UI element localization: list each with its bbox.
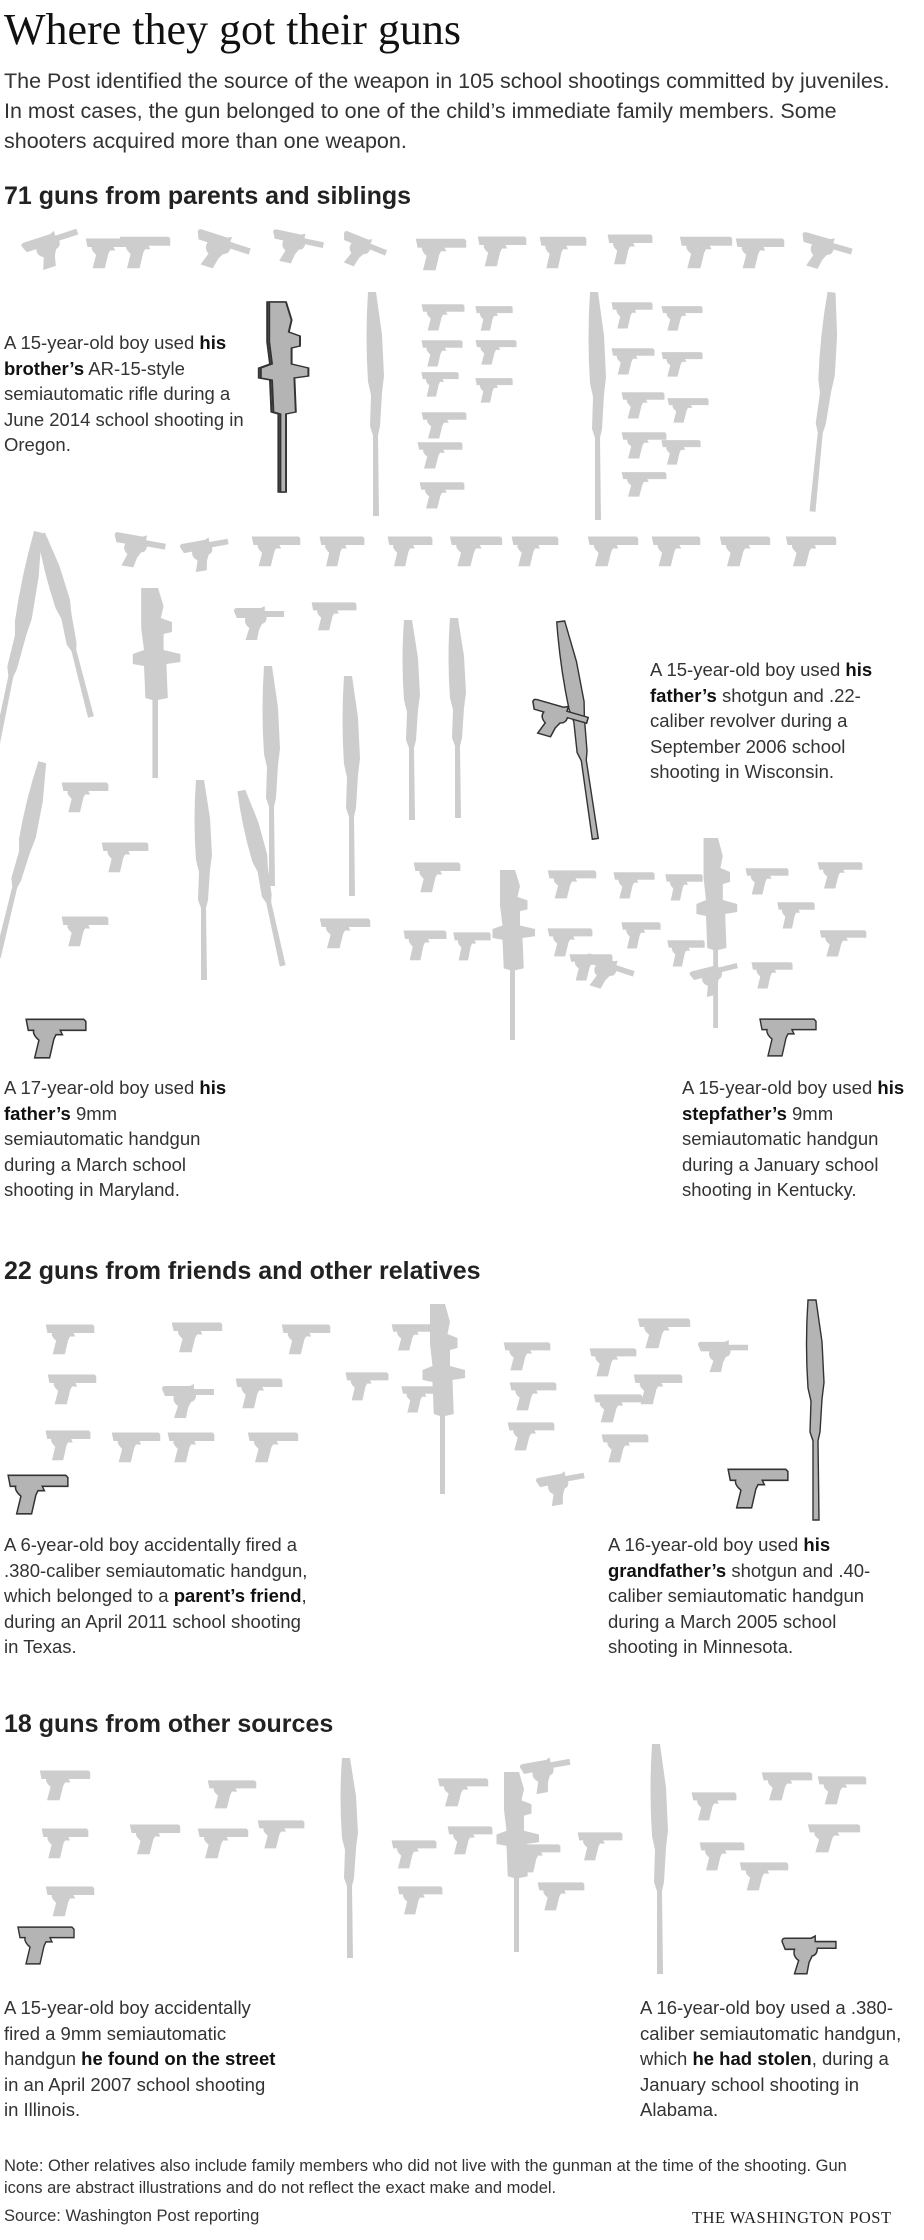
rifle-icon [130,588,186,778]
pistol-icon [502,1340,552,1372]
pistol-icon [256,1818,306,1850]
revolver-icon [265,227,327,272]
caption-text: 9mm semiautomatic handgun during a January school shooting in Kentucky. [682,1102,879,1200]
source-line: Source: Washington Post reporting [4,2207,260,2225]
caption-highlight: his stepfather’s [682,1077,905,1124]
pistol-icon [536,1880,586,1912]
pistol-icon [612,870,656,900]
shotgun-icon [338,1758,360,1958]
pistol-icon [660,304,704,332]
shotgun-icon [364,292,386,516]
pistol-icon [606,232,654,266]
pistol-icon [24,1016,88,1060]
revolver-icon [792,229,856,279]
caption-text: shotgun and .40-caliber semiautomatic handgun during a March 2005 school shooting in Minnesota. [608,1559,871,1657]
pistol-icon [816,860,864,890]
pistol-icon [610,300,654,330]
pistol-icon [506,1420,556,1452]
caption-oregon [4,330,244,458]
pistol-icon [620,470,668,498]
pistol-icon [744,866,790,896]
pistol-icon [474,338,518,366]
pistol-icon [538,234,588,270]
caption-highlight: he had stolen [692,2048,812,2069]
pistol-icon [166,1430,216,1464]
caption-highlight: his brother’s [4,332,227,379]
caption-text: in an April 2007 school shooting in Illinois. [4,2073,266,2120]
pistol-icon [344,1370,390,1402]
caption-text: A 16-year-old boy used a .380-caliber semiautomatic handgun, which [640,1997,902,2069]
pistol-icon [16,1924,76,1966]
caption-highlight: his grandfather’s [608,1534,831,1581]
pistol-icon [118,234,172,270]
revolver-icon [576,950,638,999]
pistol-icon [666,396,710,424]
page-title: Where they got their guns [4,5,461,54]
caption-text: A 15-year-old boy used [682,1077,878,1098]
pistol-icon [448,534,504,568]
shotgun-icon [400,620,422,820]
pistol-icon [110,1430,162,1464]
rifle-icon [258,302,314,492]
caption-alabama [640,1995,910,2123]
pistol-icon [514,1842,562,1874]
pistol-icon [420,410,468,440]
pistol-icon [46,1372,98,1406]
pistol-icon [588,1346,638,1378]
pistol-icon [206,1778,258,1810]
shotgun-icon [0,760,56,959]
revolver-icon [107,529,168,574]
caption-text: AR-15-style semiautomatic rifle during a June 2014 school shooting in Oregon. [4,357,244,455]
pistol-icon [128,1822,182,1856]
caption-text: A 17-year-old boy used [4,1077,200,1098]
pistol-icon [44,1428,92,1462]
caption-text: , during a January school shooting in Alabama. [640,2048,889,2120]
pistol-icon [386,534,434,568]
rifle-icon [694,838,742,1028]
caption-highlight: his father’s [4,1077,227,1124]
revolver-icon [177,534,234,577]
section-heading-friends: 22 guns from friends and other relatives [4,1257,481,1285]
caption-highlight: he found on the street [81,2048,276,2069]
shotgun-icon [648,1744,670,1974]
caption-highlight: his father’s [650,659,873,706]
caption-text: 9mm semiautomatic handgun during a March school shooting in Maryland. [4,1102,201,1200]
pistol-icon [690,1790,738,1822]
credit-line: THE WASHINGTON POST [692,2208,892,2227]
intro-text: The Post identified the source of the weapon in 105 school shootings committed by juveniles. In most cases, the gun belonged to one of the child’s immediate family members. Some shooters acquired more than one weapon. [4,69,890,153]
pistol-icon [396,1884,444,1916]
pistol-icon [758,1016,818,1058]
pistol-icon [726,1466,790,1510]
pistol-icon [750,960,794,990]
pistol-icon [474,304,514,332]
caption-text: A 15-year-old boy used [650,659,846,680]
revolver-icon [696,1340,750,1374]
pistol-icon [508,1380,558,1412]
caption-kentucky [682,1075,912,1203]
pistol-icon [44,1322,96,1356]
pistol-icon [806,1822,862,1854]
pistol-icon [816,1774,868,1806]
pistol-icon [170,1320,224,1354]
shotgun-icon [340,676,362,896]
pistol-icon [650,534,702,568]
pistol-icon [100,840,150,874]
pistol-icon [412,860,462,894]
pistol-icon [760,1770,814,1802]
shotgun-icon [192,780,214,980]
pistol-icon [734,236,786,270]
revolver-icon [517,1754,576,1799]
revolver-icon [331,228,390,278]
shotgun-icon [446,618,468,818]
revolver-icon [18,223,88,276]
shotgun-icon [33,530,100,720]
pistol-icon [38,1768,92,1802]
pistol-icon [636,1316,692,1350]
pistol-icon [452,930,492,962]
pistol-icon [600,1432,650,1464]
caption-maryland [4,1075,234,1203]
pistol-icon [60,780,110,814]
caption-wisconsin [650,657,910,785]
section-heading-family: 71 guns from parents and siblings [4,182,412,210]
caption-minnesota [608,1532,908,1660]
pistol-icon [420,338,464,368]
pistol-icon [632,1372,684,1406]
pistol-icon [418,480,466,510]
pistol-icon [620,390,666,420]
pistol-icon [660,438,702,466]
pistol-icon [318,534,366,568]
pistol-icon [546,868,598,900]
pistol-icon [40,1826,90,1860]
pistol-icon [414,236,468,272]
pistol-icon [280,1322,332,1356]
caption-text: A 6-year-old boy accidentally fired a .380-caliber semiautomatic handgun, which belonged to a [4,1534,308,1606]
shotgun-icon [804,1300,826,1520]
caption-text: , during an April 2011 school shooting in Texas. [4,1585,307,1657]
pistol-icon [318,916,372,950]
pistol-icon [246,1430,300,1464]
pistol-icon [660,350,704,378]
pistol-icon [818,928,868,958]
pistol-icon [250,534,302,568]
pistol-icon [476,234,528,268]
pistol-icon [402,928,448,962]
caption-highlight: parent’s friend [173,1585,302,1606]
pistol-icon [44,1884,96,1918]
pistol-icon [738,1860,790,1892]
caption-text: shotgun and .22-caliber revolver during a September 2006 school shooting in Wisconsin. [650,684,861,782]
revolver-icon [160,1384,216,1420]
pistol-icon [234,1376,284,1410]
pistol-icon [576,1830,624,1862]
pistol-icon [446,1824,494,1856]
pistol-icon [620,920,662,950]
pistol-icon [474,376,514,404]
pistol-icon [610,346,656,376]
pistol-icon [784,534,838,568]
pistol-icon [6,1472,70,1516]
pistol-icon [420,302,466,332]
section-heading-other: 18 guns from other sources [4,1710,334,1738]
pistol-icon [436,1776,490,1808]
footnote: Note: Other relatives also include family members who did not live with the gunman at the time of the shooting. Gun icons are abstract illustrations and do not reflect the exact make and model. [4,2157,847,2197]
rifle-icon [420,1304,470,1494]
revolver-icon [780,1936,838,1976]
revolver-icon [533,1468,590,1511]
caption-illinois [4,1995,284,2123]
shotgun-icon [586,292,608,520]
revolver-icon [232,606,286,642]
pistol-icon [60,914,110,948]
pistol-icon [416,440,464,470]
pistol-icon [678,234,734,270]
pistol-icon [390,1838,438,1870]
caption-texas [4,1532,314,1660]
rifle-icon [490,870,540,1040]
pistol-icon [420,370,460,398]
pistol-icon [510,534,560,568]
pistol-icon [718,534,772,568]
caption-text: A 16-year-old boy used [608,1534,804,1555]
pistol-icon [196,1826,250,1860]
caption-text: A 15-year-old boy used [4,332,200,353]
pistol-icon [586,534,640,568]
shotgun-icon [801,291,846,512]
caption-text: A 15-year-old boy accidentally fired a 9mm semiautomatic handgun [4,1997,251,2069]
pistol-icon [776,900,816,930]
pistol-icon [310,600,358,632]
revolver-icon [186,226,255,281]
